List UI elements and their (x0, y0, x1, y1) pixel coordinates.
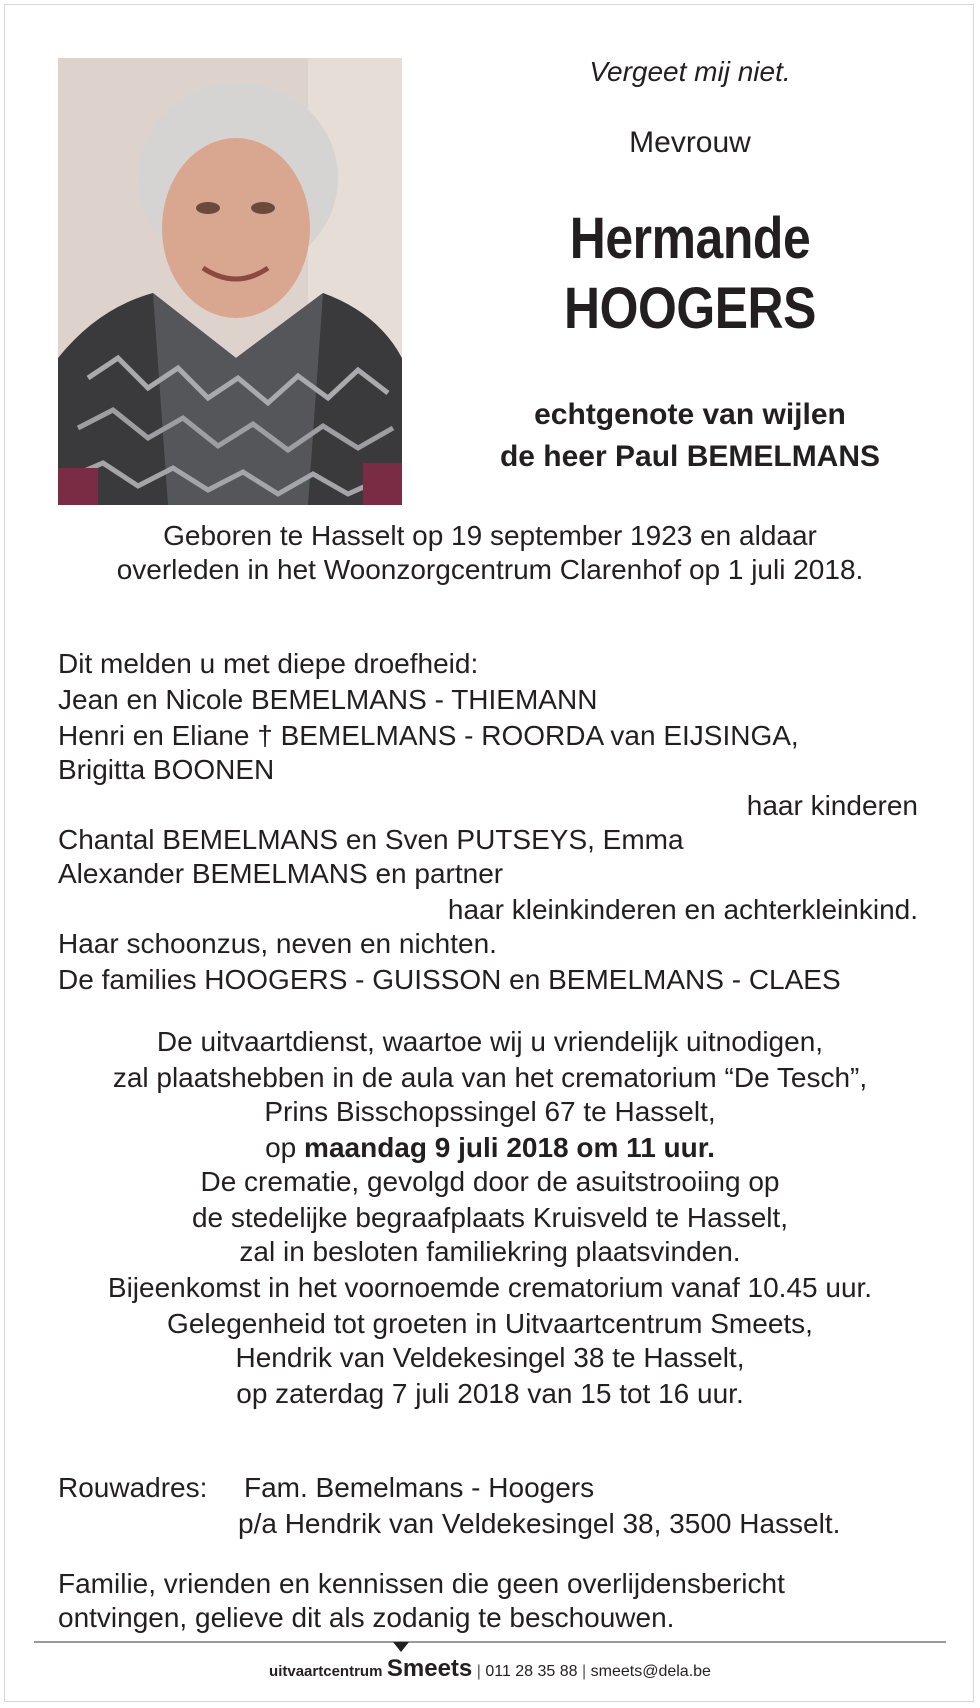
footer-separator: | (582, 1663, 587, 1680)
service-line: De uitvaartdienst, waartoe wij u vriendelijk uitnodigen, (156, 1026, 824, 1057)
brand-prefix: uitvaartcentrum (269, 1663, 383, 1680)
first-name: Hermande (569, 206, 811, 271)
service-date (0, 1130, 980, 1166)
spouse-line: de heer Paul BEMELMANS (499, 440, 881, 473)
brand-name: Smeets (386, 1655, 473, 1682)
grandchild-line: Chantal BEMELMANS en Sven PUTSEYS, Emma (58, 824, 684, 855)
service-date-bold: maandag 9 juli 2018 om 11 uur. (304, 1132, 715, 1163)
mourning-address-name: Fam. Bemelmans - Hoogers (244, 1472, 595, 1503)
closing-line: ontvingen, gelieve dit als zodanig te beschouwen. (58, 1602, 675, 1633)
triangle-marker-icon (393, 1642, 409, 1652)
service-line: op zaterdag 7 juli 2018 van 15 tot 16 uur. (236, 1378, 744, 1409)
grandchildren-label: haar kleinkinderen en achterkleinkind. (447, 894, 918, 925)
child-line: Henri en Eliane † BEMELMANS - ROORDA van EIJSINGA, (58, 720, 799, 751)
service-line: Bijeenkomst in het voornoemde crematorium vanaf 10.45 uur. (107, 1272, 873, 1303)
footer (0, 1655, 980, 1686)
birth-line: Geboren te Hasselt op 19 september 1923 en aldaar (163, 520, 817, 551)
footer-separator: | (476, 1663, 481, 1680)
portrait-illustration (58, 58, 402, 505)
spouse-info (440, 394, 940, 478)
other-relatives-line: De families HOOGERS - GUISSON en BEMELMANS - CLAES (58, 964, 841, 995)
footer-email[interactable]: smeets@dela.be (590, 1663, 711, 1680)
mourning-address-street: p/a Hendrik van Veldekesingel 38, 3500 Hasselt. (238, 1508, 841, 1539)
other-relatives-line: Haar schoonzus, neven en nichten. (58, 928, 497, 959)
honorific: Mevrouw (629, 126, 751, 159)
service-date-prefix: op (265, 1132, 305, 1163)
service-line: Hendrik van Veldekesingel 38 te Hasselt, (235, 1342, 745, 1373)
deceased-name (475, 204, 905, 344)
service-line: zal in besloten familiekring plaatsvinden. (239, 1236, 741, 1267)
portrait-photo (58, 58, 402, 505)
child-line: Jean en Nicole BEMELMANS - THIEMANN (58, 684, 598, 715)
last-name: HOOGERS (564, 276, 816, 341)
footer-divider (34, 1641, 946, 1643)
service-line: Prins Bisschopssingel 67 te Hasselt, (264, 1096, 716, 1127)
service-line: De crematie, gevolgd door de asuitstrooiing op (200, 1166, 780, 1197)
children-label: haar kinderen (746, 790, 918, 821)
family-intro: Dit melden u met diepe droefheid: (58, 648, 479, 679)
footer-phone[interactable]: 011 28 35 88 (485, 1663, 578, 1680)
service-line: zal plaatshebben in de aula van het crematorium “De Tesch”, (112, 1062, 868, 1093)
child-line: Brigitta BOONEN (58, 754, 275, 785)
mourning-address-label: Rouwadres: (58, 1472, 208, 1503)
grandchild-line: Alexander BEMELMANS en partner (58, 858, 504, 889)
closing-line: Familie, vrienden en kennissen die geen overlijdensbericht (58, 1568, 785, 1599)
service-line: Gelegenheid tot groeten in Uitvaartcentrum Smeets, (167, 1308, 813, 1339)
service-line: de stedelijke begraafplaats Kruisveld te Hasselt, (191, 1202, 789, 1233)
death-line: overleden in het Woonzorgcentrum Clarenhof op 1 juli 2018. (116, 554, 864, 585)
spouse-line: echtgenote van wijlen (534, 398, 846, 431)
motto: Vergeet mij niet. (589, 56, 791, 87)
